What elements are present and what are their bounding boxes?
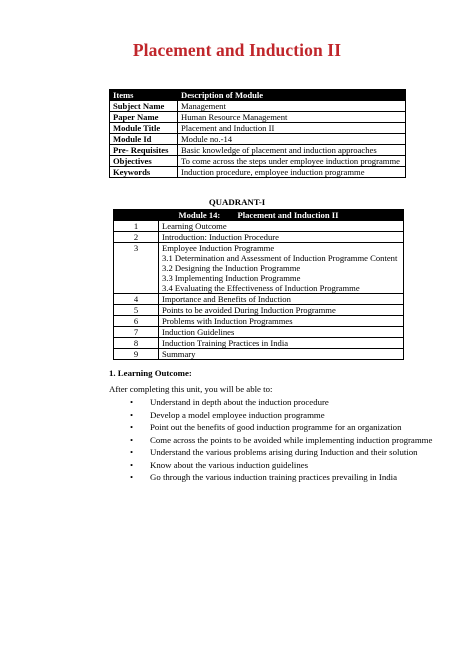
table-row bbox=[110, 101, 406, 112]
row-key: Objectives bbox=[110, 156, 178, 167]
bullet-icon: • bbox=[130, 434, 134, 445]
table-header-row bbox=[114, 210, 404, 221]
row-topic bbox=[159, 243, 404, 294]
row-value: Management bbox=[178, 101, 406, 112]
row-key: Keywords bbox=[110, 167, 178, 178]
topic-line: Introduction: Induction Procedure bbox=[162, 232, 279, 242]
topic-line: Importance and Benefits of Induction bbox=[162, 294, 291, 304]
topic-line: 3.1 Determination and Assessment of Induction Programme Content bbox=[162, 253, 398, 263]
table-row bbox=[110, 134, 406, 145]
list-item bbox=[109, 434, 432, 447]
row-number: 2 bbox=[114, 232, 159, 243]
module-title-label: Placement and Induction II bbox=[237, 210, 339, 220]
row-topic bbox=[159, 349, 404, 360]
row-value: Human Resource Management bbox=[178, 112, 406, 123]
outcome-text: Understand the various problems arising during Induction and their solution bbox=[150, 447, 418, 457]
table-row bbox=[110, 156, 406, 167]
table-row bbox=[114, 305, 404, 316]
table-row bbox=[114, 232, 404, 243]
row-number: 5 bbox=[114, 305, 159, 316]
bullet-icon: • bbox=[130, 472, 134, 482]
table-row bbox=[114, 349, 404, 360]
section-heading: 1. Learning Outcome: bbox=[109, 368, 192, 378]
table-row bbox=[114, 338, 404, 349]
row-topic bbox=[159, 338, 404, 349]
row-number: 4 bbox=[114, 294, 159, 305]
row-value: Induction procedure, employee induction programme bbox=[178, 167, 406, 178]
topic-line: Problems with Induction Programmes bbox=[162, 316, 293, 326]
bullet-icon: • bbox=[130, 397, 134, 407]
row-number: 1 bbox=[114, 221, 159, 232]
row-key: Module Id bbox=[110, 134, 178, 145]
table-row bbox=[114, 327, 404, 338]
outcome-text: Develop a model employee induction programme bbox=[150, 409, 325, 420]
row-key: Subject Name bbox=[110, 101, 178, 112]
header-cell-items: Items bbox=[110, 90, 178, 101]
list-item bbox=[109, 421, 432, 434]
quadrant-heading: QUADRANT-I bbox=[208, 197, 266, 207]
module-contents-table bbox=[113, 209, 404, 360]
row-key: Pre- Requisites bbox=[110, 145, 178, 156]
topic-line: Employee Induction Programme bbox=[162, 243, 275, 253]
row-number: 9 bbox=[114, 349, 159, 360]
topic-line: Summary bbox=[162, 349, 196, 359]
module-rows bbox=[114, 221, 404, 360]
row-number: 8 bbox=[114, 338, 159, 349]
outcome-text: Know about the various induction guidelines bbox=[150, 459, 309, 470]
row-number: 7 bbox=[114, 327, 159, 338]
row-topic bbox=[159, 316, 404, 327]
row-key: Module Title bbox=[110, 123, 178, 134]
topic-line: 3.2 Designing the Induction Programme bbox=[162, 263, 301, 273]
list-item bbox=[109, 471, 432, 484]
bullet-icon: • bbox=[130, 447, 134, 457]
bullet-icon: • bbox=[130, 409, 134, 420]
table-row bbox=[114, 316, 404, 327]
intro-text: After completing this unit, you will be able to: bbox=[109, 384, 273, 394]
table-row bbox=[110, 123, 406, 134]
bullet-icon: • bbox=[130, 459, 134, 470]
table-row bbox=[110, 167, 406, 178]
row-topic bbox=[159, 327, 404, 338]
row-topic bbox=[159, 305, 404, 316]
learning-outcomes-list bbox=[109, 396, 432, 484]
header-cell-description: Description of Module bbox=[178, 90, 406, 101]
table-row bbox=[114, 243, 404, 294]
row-value: To come across the steps under employee induction programme bbox=[178, 156, 406, 167]
topic-line: Induction Training Practices in India bbox=[162, 338, 289, 348]
topic-line: Points to be avoided During Induction Programme bbox=[162, 305, 336, 315]
topic-line: 3.3 Implementing Induction Programme bbox=[162, 273, 301, 283]
module-number-label: Module 14: bbox=[178, 210, 221, 220]
outcome-text: Go through the various induction training practices prevailing in India bbox=[150, 472, 397, 482]
topic-line: 3.4 Evaluating the Effectiveness of Induction Programme bbox=[162, 283, 360, 293]
table-row bbox=[110, 145, 406, 156]
bullet-icon: • bbox=[130, 422, 134, 432]
topic-line: Learning Outcome bbox=[162, 221, 227, 231]
outcome-text: Come across the points to be avoided while implementing induction programme bbox=[150, 434, 433, 445]
list-item bbox=[109, 396, 432, 409]
row-topic bbox=[159, 294, 404, 305]
list-item bbox=[109, 459, 432, 472]
document-title: Placement and Induction II bbox=[132, 40, 342, 60]
module-header-cell bbox=[114, 210, 404, 221]
row-value: Module no.-14 bbox=[178, 134, 406, 145]
row-topic bbox=[159, 221, 404, 232]
row-number: 3 bbox=[114, 243, 159, 294]
outcome-text: Point out the benefits of good induction programme for an organization bbox=[150, 422, 402, 432]
row-topic bbox=[159, 232, 404, 243]
row-number: 6 bbox=[114, 316, 159, 327]
table-row bbox=[114, 294, 404, 305]
topic-line: Induction Guidelines bbox=[162, 327, 235, 337]
table-row bbox=[114, 221, 404, 232]
table-row bbox=[110, 112, 406, 123]
row-key: Paper Name bbox=[110, 112, 178, 123]
row-value: Placement and Induction II bbox=[178, 123, 406, 134]
list-item bbox=[109, 446, 432, 459]
list-item bbox=[109, 409, 432, 422]
table-header-row bbox=[110, 90, 406, 101]
module-description-table bbox=[109, 89, 406, 178]
outcome-text: Understand in depth about the induction procedure bbox=[150, 397, 329, 407]
row-value: Basic knowledge of placement and induction approaches bbox=[178, 145, 406, 156]
